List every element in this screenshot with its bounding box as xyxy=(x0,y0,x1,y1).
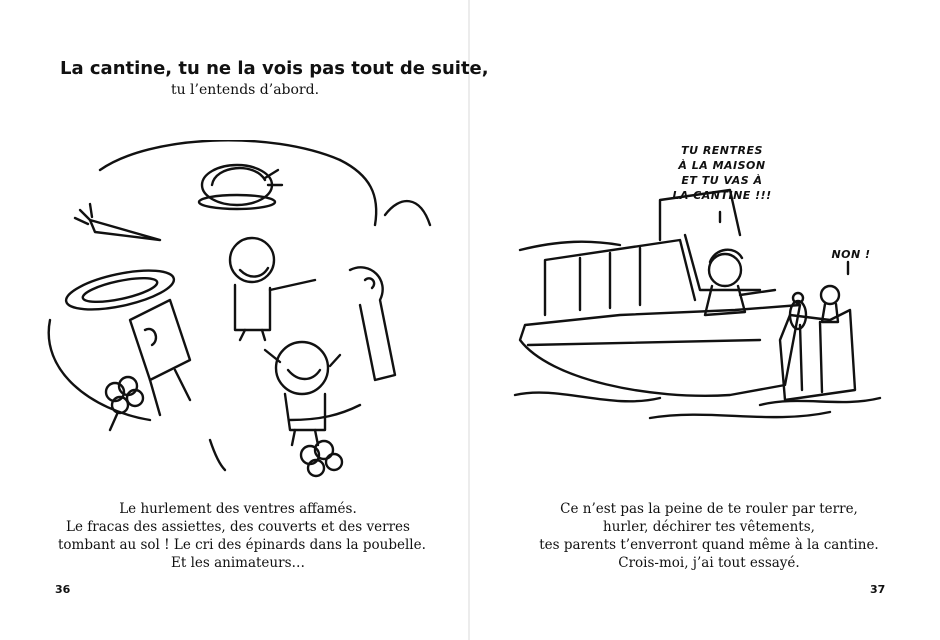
text-line: hurler, déchirer tes vêtements, xyxy=(603,519,815,535)
right-page-paragraph xyxy=(509,500,909,572)
wave-line xyxy=(515,393,660,402)
kid-screaming-icon xyxy=(230,238,315,340)
roast-chicken-icon xyxy=(199,165,282,209)
cafeteria-chaos-illustration xyxy=(40,140,440,480)
ship-iceberg-illustration xyxy=(500,140,920,440)
left-page-paragraph xyxy=(58,500,426,572)
right-page xyxy=(470,0,940,640)
text-line: Ce n’est pas la peine de te rouler par terre, xyxy=(560,501,858,517)
kid-crying-icon xyxy=(265,342,340,445)
child-figure-icon xyxy=(821,286,839,322)
speech-line: ET TU VAS À xyxy=(681,174,763,187)
speech-line: TU RENTRES xyxy=(681,144,763,157)
kid-standing-icon xyxy=(350,267,395,380)
page-subtitle: tu l’entends d’abord. xyxy=(170,82,320,98)
flying-plate-icon xyxy=(63,263,177,317)
swirl-line xyxy=(100,140,340,170)
page-number: 37 xyxy=(870,583,886,596)
page-number: 36 xyxy=(55,583,71,596)
swirl-line xyxy=(385,201,430,225)
wave-line xyxy=(760,398,880,405)
text-line: Et les animateurs… xyxy=(171,555,305,571)
page-title: La cantine, tu ne la vois pas tout de suite, xyxy=(60,58,489,79)
speech-text-child: NON ! xyxy=(831,248,871,261)
parent-figure-icon xyxy=(705,250,775,315)
broccoli-icon xyxy=(301,441,342,476)
carrot-icon xyxy=(75,204,160,240)
text-line: Crois-moi, j’ai tout essayé. xyxy=(618,555,800,571)
text-line: Le fracas des assiettes, des couverts et des verres xyxy=(66,519,410,535)
broccoli-icon xyxy=(106,377,143,430)
text-line: tombant au sol ! Le cri des épinards dans la poubelle. xyxy=(58,537,426,553)
kid-falling-icon xyxy=(130,300,190,415)
swirl-line xyxy=(340,160,376,225)
text-line: tes parents t’enverront quand même à la cantine. xyxy=(539,537,879,553)
speech-line: LA CANTINE !!! xyxy=(672,189,772,202)
speech-line: À LA MAISON xyxy=(678,159,766,172)
wave-line xyxy=(650,412,830,418)
swirl-line xyxy=(210,440,225,470)
text-line: Le hurlement des ventres affamés. xyxy=(119,501,357,517)
